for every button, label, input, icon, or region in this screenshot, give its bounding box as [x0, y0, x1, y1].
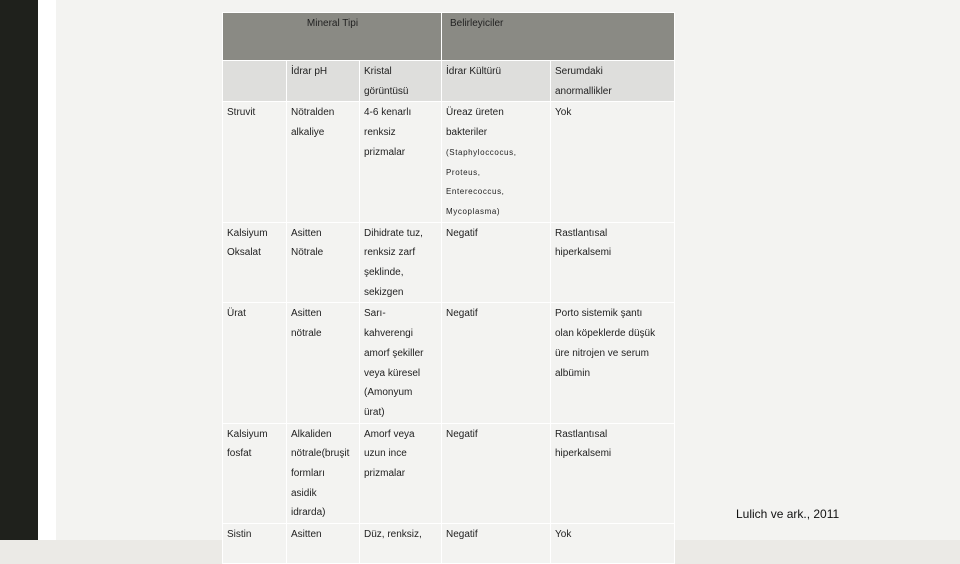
text-line: Amorf veya [364, 428, 415, 440]
cell-mineral [223, 303, 287, 423]
text-line: hiperkalsemi [555, 448, 612, 460]
text-line: Yok [555, 107, 572, 119]
text-line: idrarda) [291, 507, 326, 519]
text-line: albümin [555, 367, 591, 379]
cell-crystal [360, 222, 442, 303]
mineral-table [222, 12, 675, 564]
text-line: Kristal [364, 66, 392, 77]
table-header-row [223, 13, 675, 61]
text-line: Oksalat [227, 247, 261, 259]
text-line: Dihidrate tuz, [364, 227, 423, 239]
text-line: Nötralden [291, 107, 335, 119]
text-line: Negatif [446, 227, 478, 239]
cell-serum [551, 303, 675, 423]
cell-ph [287, 524, 360, 564]
cell-ph [287, 222, 360, 303]
cell-culture [442, 303, 551, 423]
cell-serum [551, 102, 675, 222]
cell-crystal [360, 524, 442, 564]
text-line: Struvit [227, 107, 256, 119]
subheader-urine-culture [442, 61, 551, 102]
cell-ph [287, 423, 360, 524]
text-line: Negatif [446, 428, 478, 440]
cell-crystal [360, 303, 442, 423]
cell-mineral [223, 102, 287, 222]
cell-culture [442, 524, 551, 564]
text-line: olan köpeklerde düşük [555, 328, 656, 340]
text-line: amorf şekiller [364, 347, 424, 359]
table-row [223, 303, 675, 423]
left-white-stripe [38, 0, 56, 540]
text-line: Negatif [446, 529, 478, 541]
text-line: renksiz [364, 127, 396, 139]
subheader-empty [223, 61, 287, 102]
citation-credit: Lulich ve ark., 2011 [736, 507, 840, 521]
text-line: Enterecoccus, [446, 187, 505, 197]
text-line: Ürat [227, 308, 246, 320]
text-line: Rastlantısal [555, 227, 608, 239]
text-line: Asitten [291, 308, 322, 320]
text-line: ürat) [364, 406, 385, 418]
text-line: kahverengi [364, 328, 413, 340]
cell-mineral [223, 423, 287, 524]
table-row [223, 423, 675, 524]
subheader-crystal [360, 61, 442, 102]
cell-serum [551, 423, 675, 524]
text-line: Mycoplasma) [446, 206, 501, 216]
cell-ph [287, 102, 360, 222]
text-line: Üreaz üreten [446, 107, 504, 119]
text-line: Nötrale [291, 247, 324, 259]
header-determinants: Belirleyiciler [442, 13, 675, 61]
text-line: 4-6 kenarlı [364, 107, 412, 119]
text-line: alkaliye [291, 127, 325, 139]
text-line: hiperkalsemi [555, 247, 612, 259]
text-line: üre nitrojen ve serum [555, 347, 649, 359]
cell-serum [551, 222, 675, 303]
text-line: Alkaliden [291, 428, 332, 440]
text-line: asidik [291, 487, 317, 499]
text-line: nötrale(bruşit [291, 448, 350, 460]
text-line: Sistin [227, 529, 252, 541]
text-line: Düz, renksiz, [364, 529, 422, 541]
cell-culture [442, 102, 551, 222]
text-line: uzun ince [364, 448, 407, 460]
text-line: Asitten [291, 529, 322, 541]
cell-mineral [223, 524, 287, 564]
text-line: prizmalar [364, 146, 406, 158]
text-line: sekizgen [364, 286, 404, 298]
subheader-serum [551, 61, 675, 102]
cell-ph [287, 303, 360, 423]
text-line: (Staphyloccocus, [446, 147, 517, 157]
left-accent-bar [0, 0, 38, 540]
text-line: veya küresel [364, 367, 421, 379]
cell-culture [442, 222, 551, 303]
text-line: Porto sistemik şantı [555, 308, 643, 320]
text-line: nötrale [291, 328, 322, 340]
text-line: şeklinde, [364, 267, 404, 279]
text-line: Kalsiyum [227, 428, 268, 440]
text-line: Yok [555, 529, 572, 541]
header-mineral-type: Mineral Tipi [223, 13, 442, 61]
culture-main [446, 103, 547, 142]
text-line: renksiz zarf [364, 247, 416, 259]
table-subheader-row [223, 61, 675, 102]
text-line: Negatif [446, 308, 478, 320]
cell-crystal [360, 423, 442, 524]
text-line: prizmalar [364, 468, 406, 480]
text-line: Kalsiyum [227, 227, 268, 239]
text-line: formları [291, 468, 325, 480]
subheader-urine-ph [287, 61, 360, 102]
text-line: anormallikler [555, 85, 612, 97]
text-line: fosfat [227, 448, 252, 460]
text-line: (Amonyum [364, 387, 413, 399]
text-line: görüntüsü [364, 85, 409, 97]
cell-mineral [223, 222, 287, 303]
cell-culture [442, 423, 551, 524]
text-line: İdrar pH [291, 66, 328, 77]
cell-crystal [360, 102, 442, 222]
table-row [223, 524, 675, 564]
text-line: Rastlantısal [555, 428, 608, 440]
text-line: Sarı- [364, 308, 386, 320]
text-line: bakteriler [446, 127, 488, 139]
cell-serum [551, 524, 675, 564]
culture-species [446, 143, 547, 222]
text-line: Serumdaki [555, 66, 603, 77]
text-line: Proteus, [446, 167, 481, 177]
text-line: İdrar Kültürü [446, 66, 502, 77]
table-row [223, 102, 675, 222]
table-row [223, 222, 675, 303]
text-line: Asitten [291, 227, 322, 239]
